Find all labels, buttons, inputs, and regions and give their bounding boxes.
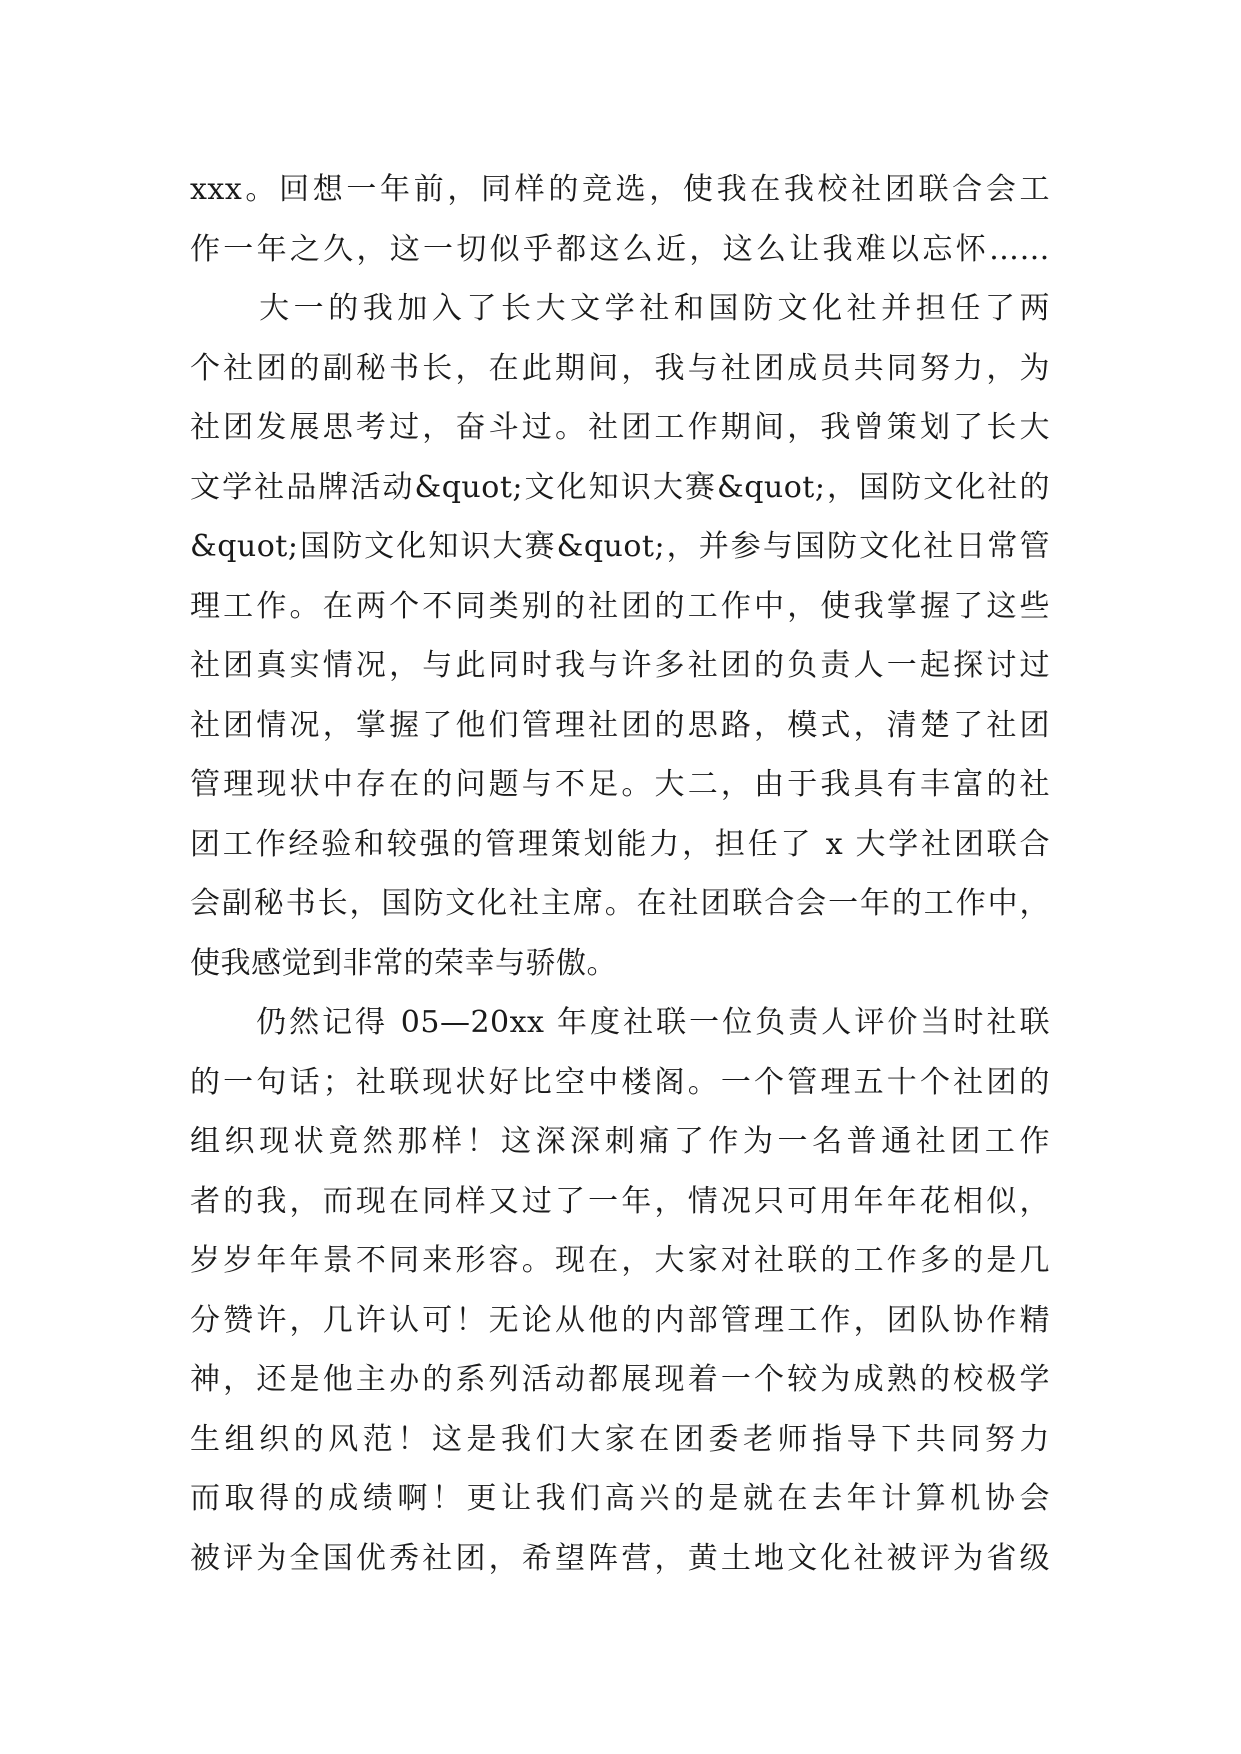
text-line: 被评为全国优秀社团，希望阵营，黄土地文化社被评为省级 <box>190 1540 1050 1576</box>
text-line: 者的我，而现在同样又过了一年，情况只可用年年花相似， <box>190 1183 1050 1219</box>
text-line: 管理现状中存在的问题与不足。大二，由于我具有丰富的社 <box>190 767 1050 802</box>
text-line: 使我感觉到非常的荣幸与骄傲。 <box>190 945 617 981</box>
text-line: 岁岁年年景不同来形容。现在，大家对社联的工作多的是几 <box>190 1243 1050 1278</box>
document-body <box>190 160 1050 1588</box>
text-line: 社团真实情况，与此同时我与许多社团的负责人一起探讨过 <box>190 648 1050 683</box>
text-line: 分赞许，几许认可！无论从他的内部管理工作，团队协作精 <box>190 1302 1050 1338</box>
text-line: xxx。回想一年前，同样的竞选，使我在我校社团联合会工 <box>190 172 1050 207</box>
text-line: 文学社品牌活动&quot;文化知识大赛&quot;，国防文化社的 <box>190 469 1050 505</box>
text-line: 大一的我加入了长大文学社和国防文化社并担任了两 <box>190 291 1050 326</box>
text-line: 生组织的风范！这是我们大家在团委老师指导下共同努力 <box>190 1421 1050 1457</box>
text-line: 的一句话；社联现状好比空中楼阁。一个管理五十个社团的 <box>190 1064 1050 1100</box>
text-line: 团工作经验和较强的管理策划能力，担任了 x 大学社团联合 <box>190 826 1050 862</box>
text-line: 个社团的副秘书长，在此期间，我与社团成员共同努力，为 <box>190 350 1050 386</box>
text-line: 神，还是他主办的系列活动都展现着一个较为成熟的校极学 <box>190 1362 1050 1397</box>
text-line: 仍然记得 05—20xx 年度社联一位负责人评价当时社联 <box>190 1005 1050 1040</box>
text-line: 社团情况，掌握了他们管理社团的思路，模式，清楚了社团 <box>190 707 1050 743</box>
text-line: &quot;国防文化知识大赛&quot;，并参与国防文化社日常管 <box>190 529 1050 564</box>
text-line: 组织现状竟然那样！这深深刺痛了作为一名普通社团工作 <box>190 1124 1050 1159</box>
text-line: 作一年之久，这一切似乎都这么近，这么让我难以忘怀…… <box>190 231 1050 267</box>
text-line: 社团发展思考过，奋斗过。社团工作期间，我曾策划了长大 <box>190 410 1050 445</box>
text-line: 会副秘书长，国防文化社主席。在社团联合会一年的工作中， <box>190 886 1050 921</box>
text-line: 而取得的成绩啊！更让我们高兴的是就在去年计算机协会 <box>190 1481 1050 1516</box>
text-line: 理工作。在两个不同类别的社团的工作中，使我掌握了这些 <box>190 588 1050 624</box>
